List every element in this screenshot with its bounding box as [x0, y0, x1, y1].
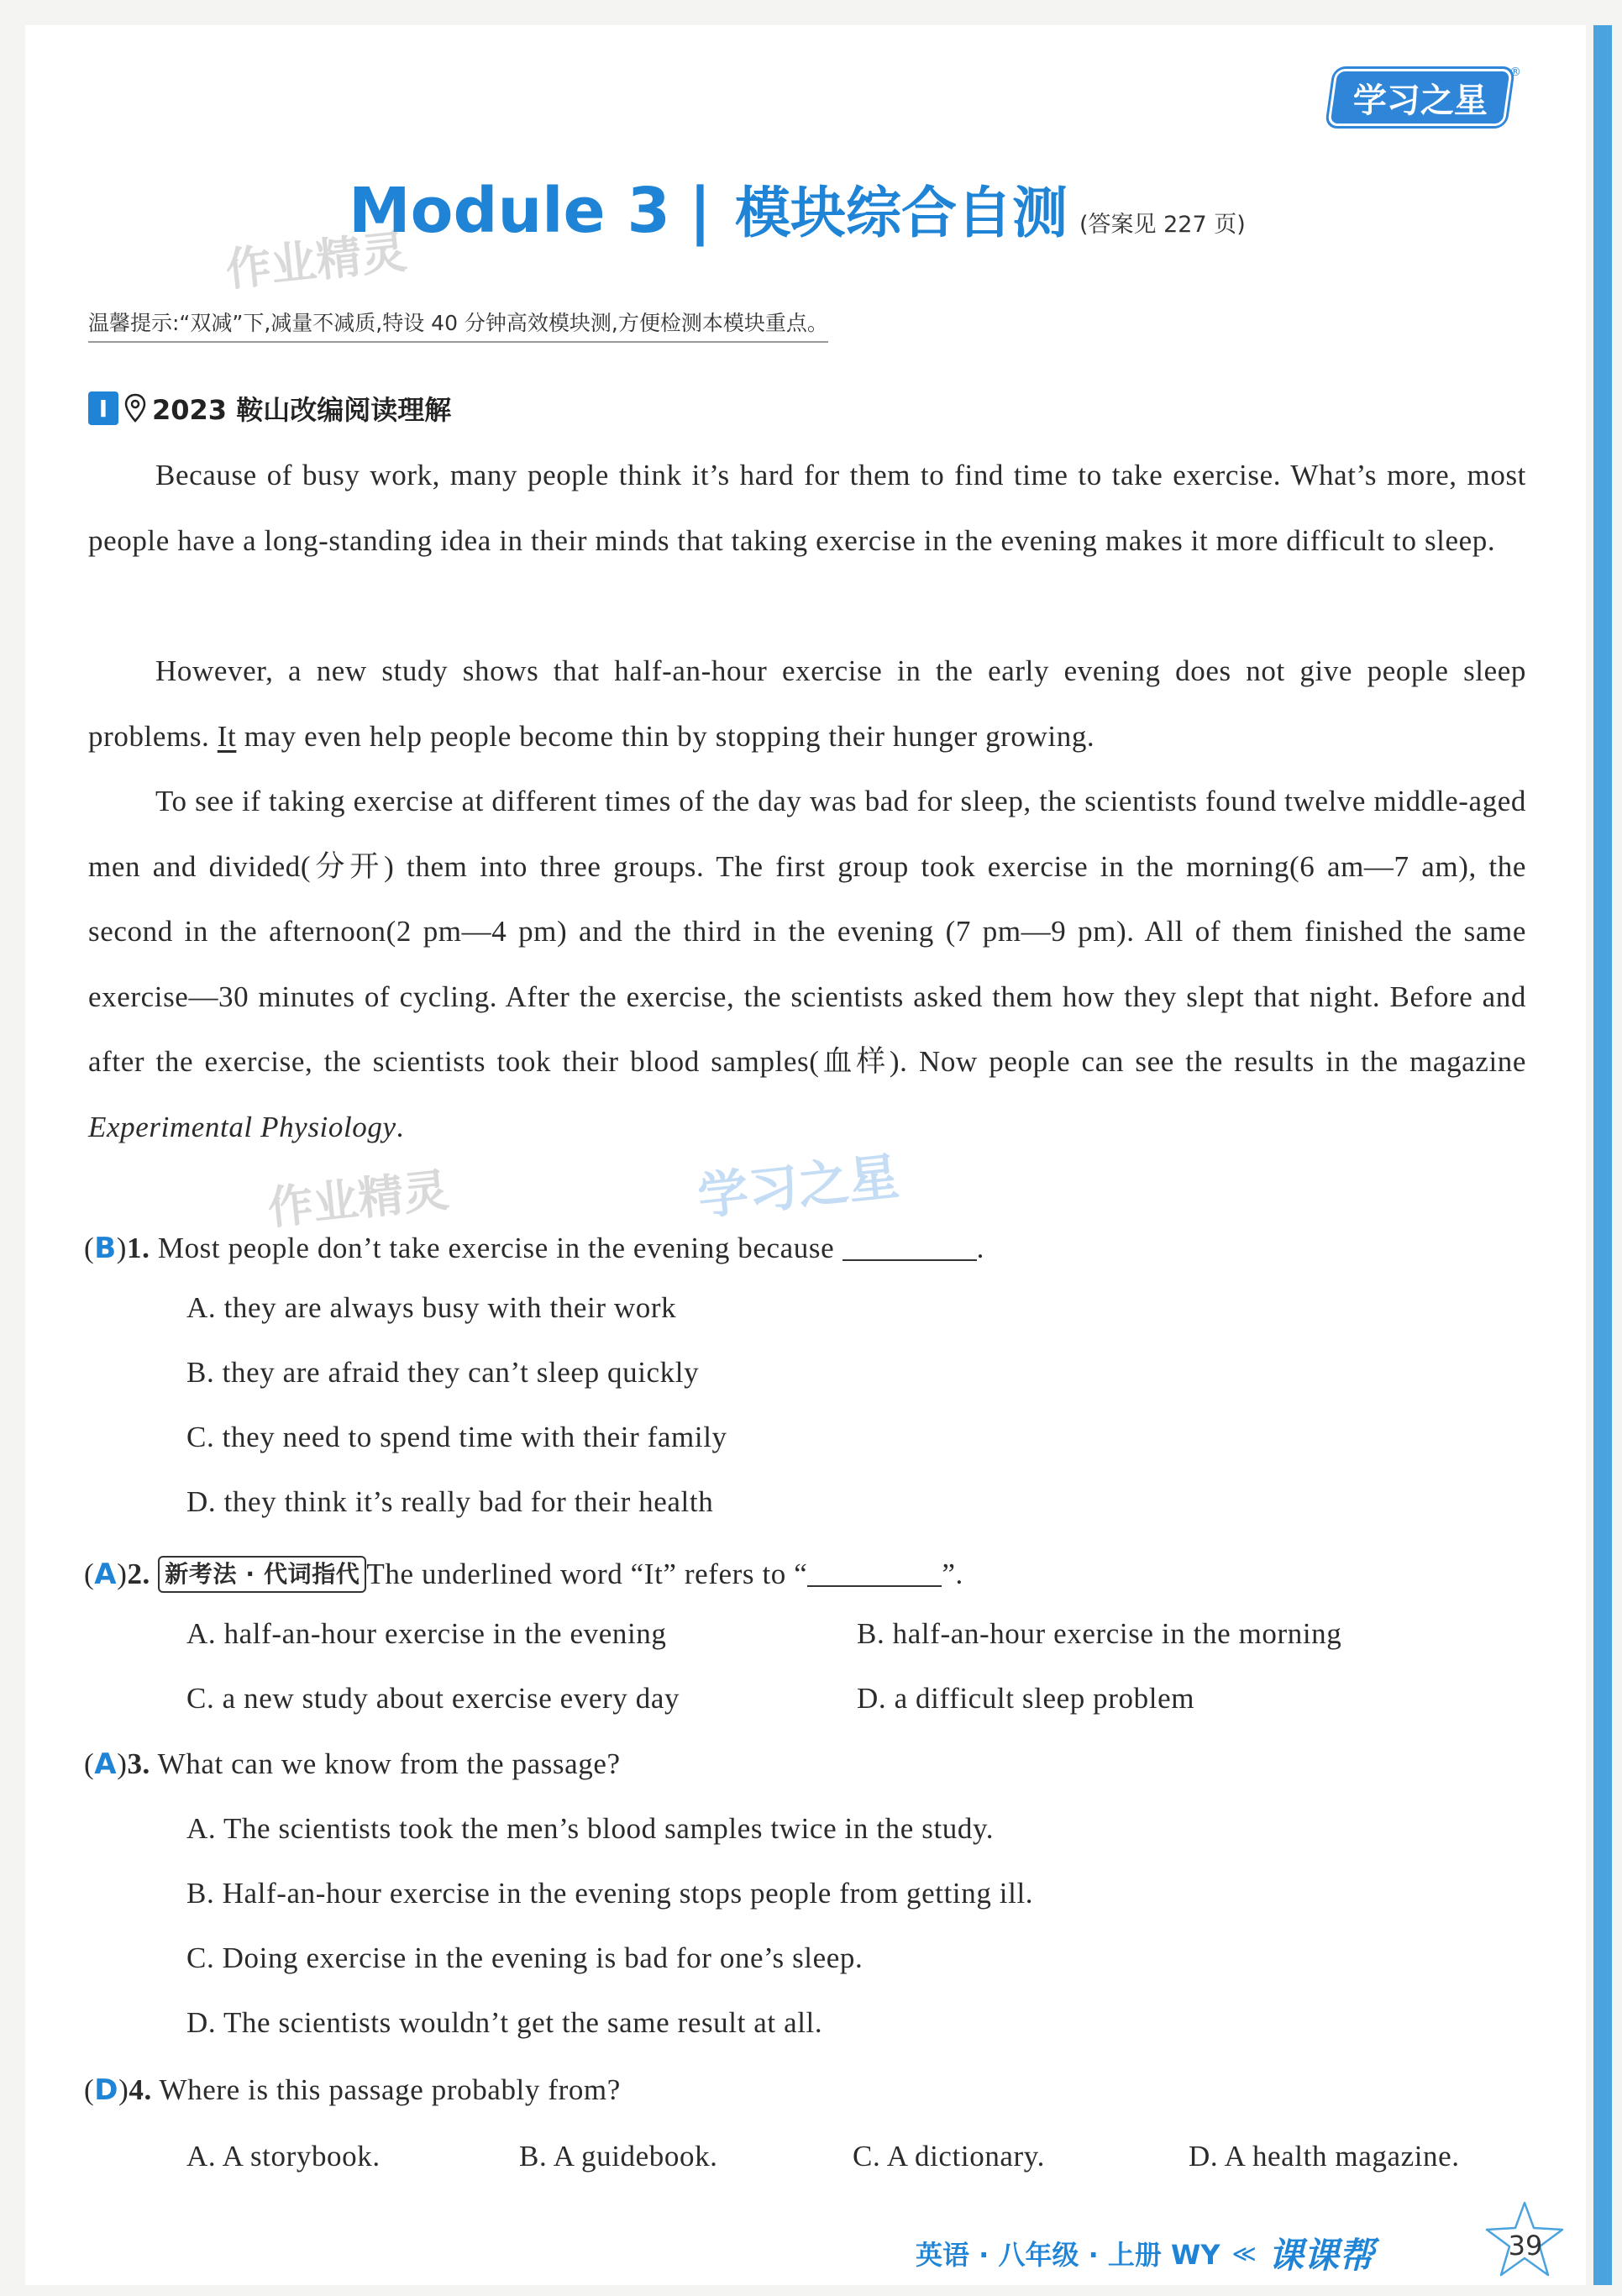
option: A. half-an-hour exercise in the evening: [186, 1617, 667, 1650]
tip-text: 温馨提示:“双减”下,减量不减质,特设 40 分钟高效模块测,方便检测本模块重点。: [88, 307, 828, 343]
answer-mark: A: [94, 1558, 118, 1591]
brand-logo: 学习之星: [1327, 69, 1513, 126]
option: A. The scientists took the men’s blood samples twice in the study.: [186, 1812, 995, 1845]
passage-paragraph-1: Because of busy work, many people think it’s hard for them to find time to take exercise. What’s more, most people have a long-standing idea in their minds that taking exercise in the evening makes it more difficult to sleep.: [88, 459, 1526, 557]
title-separator: |: [688, 175, 711, 247]
answer-mark: A: [94, 1747, 118, 1781]
option: B. Half-an-hour exercise in the evening stops people from getting ill.: [186, 1877, 1034, 1910]
answer-mark: B: [94, 1232, 117, 1265]
watermark-logo: 学习之星: [695, 1147, 902, 1227]
option: D. they think it’s really bad for their health: [186, 1485, 714, 1518]
question-type-tag: 新考法 · 代词指代: [158, 1556, 366, 1593]
footer: [916, 2228, 1374, 2278]
page-number: 39: [1508, 2230, 1543, 2262]
title-module: Module 3: [349, 175, 670, 247]
option: C. they need to spend time with their family: [186, 1421, 727, 1453]
question-1: (B)1. Most people don’t take exercise in the evening because .: [84, 1227, 984, 1265]
magazine-name: Experimental Physiology: [88, 1110, 396, 1143]
option: B. half-an-hour exercise in the morning: [857, 1617, 1342, 1650]
option: C. a new study about exercise every day: [186, 1682, 680, 1715]
right-edge-bar: [1593, 25, 1612, 2285]
section-title: 2023 鞍山改编阅读理解: [152, 394, 452, 426]
watermark: 作业精灵: [265, 1163, 452, 1236]
question-4: (D)4. Where is this passage probably from?: [84, 2073, 621, 2107]
footer-brand: 课课帮: [1268, 2235, 1374, 2276]
option: C. Doing exercise in the evening is bad for one’s sleep.: [186, 1941, 863, 1974]
answer-blank: [842, 1227, 977, 1261]
option: A. they are always busy with their work: [186, 1291, 677, 1324]
passage-paragraph-3: To see if taking exercise at different times of the day was bad for sleep, the scientists found twelve middle-aged men and divided(分开) them into three groups. The first group took exercise in the morning(6 am—7 am), the second in the afternoon(2 pm—4 pm) and the third in the evening (7 pm—9 pm). All of them finished the same exercise—30 minutes of cycling. After the exercise, the scientists asked them how they slept that night. Before and after the exercise, the scientists took their blood samples(血样). Now people can see the results in the magazine Experimental Physiology.: [88, 785, 1526, 1143]
location-pin-icon: [123, 393, 147, 423]
page-title: [349, 168, 1246, 248]
title-chinese: 模块综合自测: [734, 181, 1068, 245]
registered-icon: ®: [1509, 66, 1521, 79]
section-number-badge: I: [88, 391, 118, 425]
section-heading: [88, 389, 451, 428]
answer-mark: D: [94, 2073, 119, 2107]
passage-paragraph-2: However, a new study shows that half-an-hour exercise in the early evening does not give people sleep problems. It may even help people become thin by stopping their hunger growing.: [88, 654, 1526, 753]
option: C. A dictionary.: [853, 2140, 1045, 2173]
option: D. A health magazine.: [1189, 2140, 1460, 2173]
option: D. a difficult sleep problem: [857, 1682, 1195, 1715]
underlined-word: It: [217, 719, 237, 753]
question-3: (A)3. What can we know from the passage?: [84, 1747, 621, 1781]
option: B. A guidebook.: [519, 2140, 718, 2173]
option: B. they are afraid they can’t sleep quickly: [186, 1356, 700, 1389]
answer-blank: [807, 1553, 942, 1587]
double-chevron-icon: ≪: [1231, 2239, 1257, 2267]
watermark: 作业精灵: [223, 224, 410, 297]
option: A. A storybook.: [186, 2140, 381, 2173]
question-2: (A)2. 新考法 · 代词指代 The underlined word “It” refers to “ ”.: [84, 1553, 963, 1593]
option: D. The scientists wouldn’t get the same result at all.: [186, 2006, 823, 2039]
answer-page-note: (答案见 227 页): [1079, 212, 1246, 238]
footer-subject: 英语 · 八年级 · 上册 WY: [916, 2239, 1220, 2271]
